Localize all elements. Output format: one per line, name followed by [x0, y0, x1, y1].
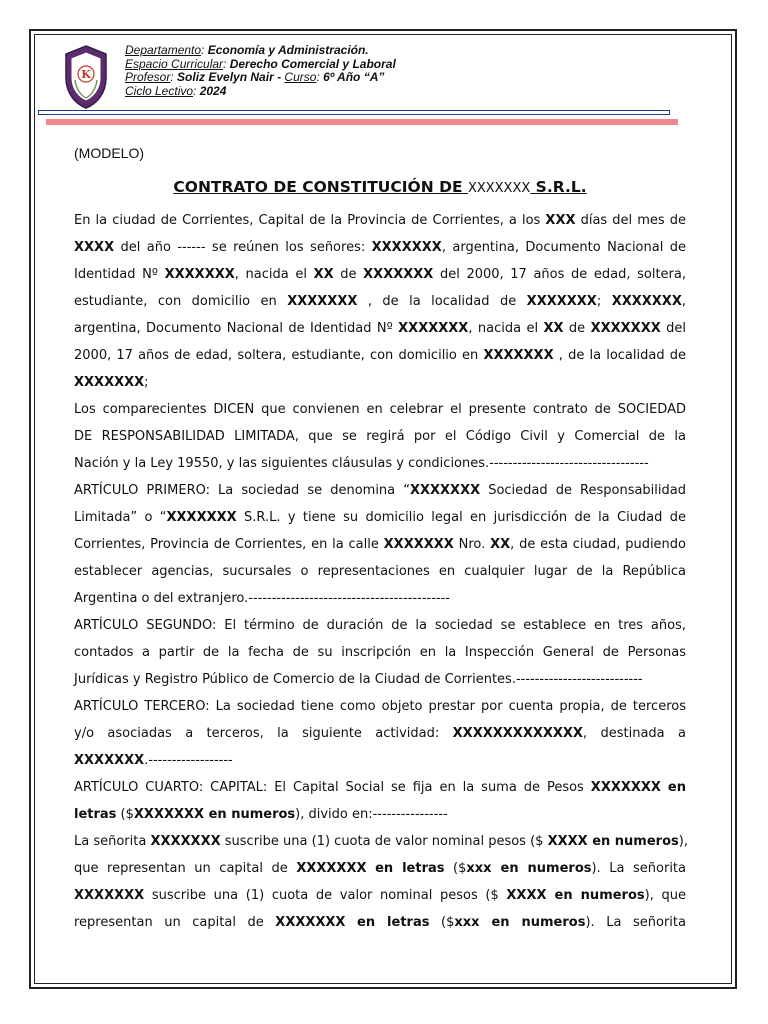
header-rule-blue: [38, 110, 670, 115]
text-line: Corrientes, Provincia de Corrientes, en la calle XXXXXXX Nro. XX, de esta ciudad, pudiendo: [74, 537, 686, 552]
text-line: letras ($XXXXXXX en numeros), divido en:----------------: [74, 807, 448, 822]
text-line: ARTÍCULO PRIMERO: La sociedad se denomina “XXXXXXX Sociedad de Responsabilidad: [74, 483, 686, 498]
text-line: estudiante, con domicilio en XXXXXXX , de la localidad de XXXXXXX; XXXXXXX,: [74, 294, 686, 309]
text-line: argentina, Documento Nacional de Identidad Nº XXXXXXX, nacida el XX de XXXXXXX del: [74, 321, 687, 336]
school-crest-icon: [62, 44, 110, 110]
header-department: Departamento: Economía y Administración.: [125, 43, 369, 57]
document-header: [125, 44, 396, 98]
text-line: En la ciudad de Corrientes, Capital de la Provincia de Corrientes, a los XXX días del mes de: [74, 213, 686, 228]
text-line: 2000, 17 años de edad, soltera, estudiante, con domicilio en XXXXXXX , de la localidad de: [74, 348, 687, 363]
text-line: y/o asociadas a terceros, la siguiente actividad: XXXXXXXXXXXXX, destinada a: [74, 726, 686, 741]
text-line: ARTÍCULO CUARTO: CAPITAL: El Capital Social se fija en la suma de Pesos XXXXXXX en: [74, 780, 686, 795]
text-line: ARTÍCULO SEGUNDO: El término de duración de la sociedad se establece en tres años,: [74, 618, 686, 633]
header-teacher: Profesor: Soliz Evelyn Nair - Curso: 6º Año “A”: [125, 70, 385, 84]
text-line: Identidad Nº XXXXXXX, nacida el XX de XXXXXXX del 2000, 17 años de edad, soltera,: [74, 267, 686, 282]
text-line: DE RESPONSABILIDAD LIMITADA, que se regirá por el Código Civil y Comercial de la: [74, 429, 686, 444]
text-line: Nación y la Ley 19550, y las siguientes cláusulas y condiciones.----------------------------------: [74, 456, 649, 471]
text-line: XXXXXXX.------------------: [74, 753, 233, 768]
crest-letter: K: [81, 68, 91, 81]
header-school-year: Ciclo Lectivo: 2024: [125, 83, 227, 98]
text-line: Los comparecientes DICEN que convienen en celebrar el presente contrato de SOCIEDAD: [74, 402, 686, 417]
text-line: La señorita XXXXXXX suscribe una (1) cuota de valor nominal pesos ($ XXXX en numeros),: [74, 834, 688, 849]
header-rule-pink: [46, 119, 678, 125]
text-line: XXXXXXX suscribe una (1) cuota de valor nominal pesos ($ XXXX en numeros), que: [74, 888, 686, 903]
contract-text: [74, 207, 686, 936]
text-line: contados a partir de la fecha de su inscripción en la Inspección General de Personas: [74, 645, 686, 660]
text-line: Limitada” o “XXXXXXX S.R.L. y tiene su domicilio legal en jurisdicción de la Ciudad de: [74, 510, 686, 525]
text-line: que representan un capital de XXXXXXX en letras ($xxx en numeros). La señorita: [74, 861, 686, 876]
text-line: Jurídicas y Registro Público de Comercio de la Ciudad de Corrientes.---------------------------: [74, 672, 643, 687]
text-line: Argentina o del extranjero.-------------------------------------------: [74, 591, 450, 606]
document-body: [74, 143, 686, 936]
text-line: ARTÍCULO TERCERO: La sociedad tiene como objeto prestar por cuenta propia, de terceros: [74, 699, 686, 714]
text-line: XXXXXXX;: [74, 375, 149, 390]
model-label: (MODELO): [74, 145, 144, 161]
text-line: representan un capital de XXXXXXX en letras ($xxx en numeros). La señorita: [74, 915, 686, 930]
text-line: establecer agencias, sucursales o representaciones en cualquier lugar de la República: [74, 564, 686, 579]
header-subject: Espacio Curricular: Derecho Comercial y Laboral: [125, 56, 396, 71]
contract-title: CONTRATO DE CONSTITUCIÓN DE XXXXXXX S.R.L.: [173, 178, 587, 196]
text-line: XXXX del año ------ se reúnen los señores: XXXXXXX, argentina, Documento Nacional de: [74, 240, 686, 255]
